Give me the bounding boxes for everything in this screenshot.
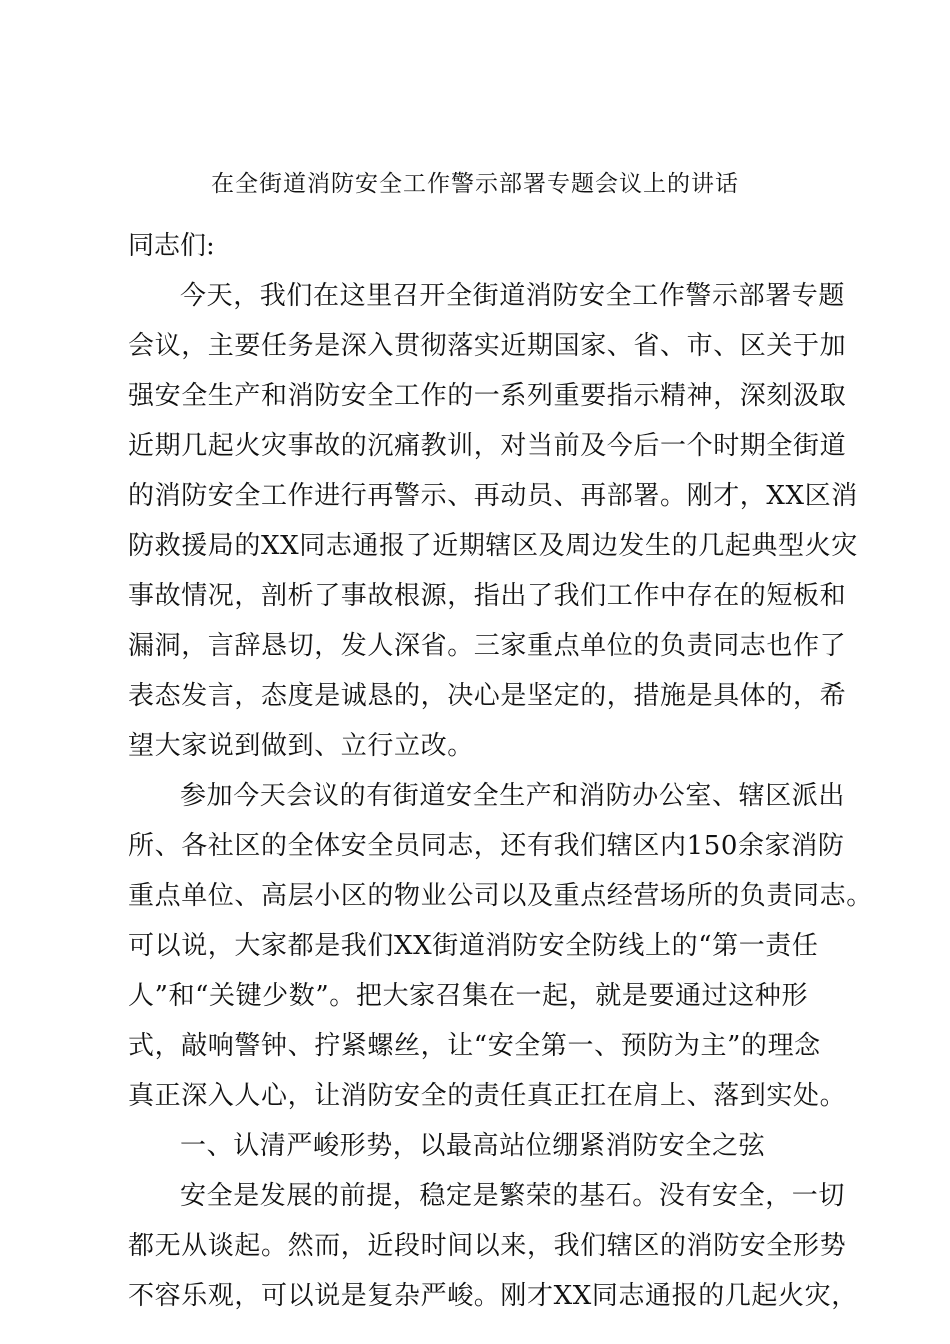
paragraph-line: 参加今天会议的有街道安全生产和消防办公室、辖区派出 [180, 781, 846, 811]
paragraph-line: 强安全生产和消防安全工作的一系列重要指示精神，深刻汲取 [128, 381, 847, 411]
paragraph-line: 事故情况，剖析了事故根源，指出了我们工作中存在的短板和 [128, 581, 847, 611]
paragraph-line: 会议，主要任务是深入贯彻落实近期国家、省、市、区关于加 [128, 331, 847, 361]
paragraph-line: 表态发言，态度是诚恳的，决心是坚定的，措施是具体的，希 [128, 681, 847, 711]
paragraph-line: 人”和“关键少数”。把大家召集在一起，就是要通过这种形 [128, 981, 809, 1011]
paragraph-line: 都无从谈起。然而，近段时间以来，我们辖区的消防安全形势 [128, 1231, 847, 1261]
paragraph-line: 望大家说到做到、立行立改。 [128, 731, 474, 761]
section-heading: 一、认清严峻形势，以最高站位绷紧消防安全之弦 [180, 1131, 766, 1161]
paragraph-line: 今天，我们在这里召开全街道消防安全工作警示部署专题 [180, 281, 846, 311]
paragraph-line: 重点单位、高层小区的物业公司以及重点经营场所的负责同志。 [128, 881, 873, 911]
paragraph-line: 所、各社区的全体安全员同志，还有我们辖区内150余家消防 [128, 831, 845, 861]
salutation: 同志们: [128, 231, 215, 261]
paragraph-line: 式，敲响警钟、拧紧螺丝，让“安全第一、预防为主”的理念 [128, 1031, 821, 1061]
paragraph-line: 漏洞，言辞恳切，发人深省。三家重点单位的负责同志也作了 [128, 631, 847, 661]
paragraph-line: 真正深入人心，让消防安全的责任真正扛在肩上、落到实处。 [128, 1081, 847, 1111]
document-title: 在全街道消防安全工作警示部署专题会议上的讲话 [211, 171, 739, 197]
paragraph-line: 防救援局的XX同志通报了近期辖区及周边发生的几起典型火灾 [128, 531, 858, 561]
paragraph-line: 近期几起火灾事故的沉痛教训，对当前及今后一个时期全街道 [128, 431, 847, 461]
paragraph-line: 可以说，大家都是我们XX街道消防安全防线上的“第一责任 [128, 931, 819, 961]
paragraph-line: 的消防安全工作进行再警示、再动员、再部署。刚才，XX区消 [128, 481, 858, 511]
paragraph-line: 安全是发展的前提，稳定是繁荣的基石。没有安全，一切 [180, 1181, 846, 1211]
paragraph-line: 不容乐观，可以说是复杂严峻。刚才XX同志通报的几起火灾， [128, 1281, 858, 1311]
